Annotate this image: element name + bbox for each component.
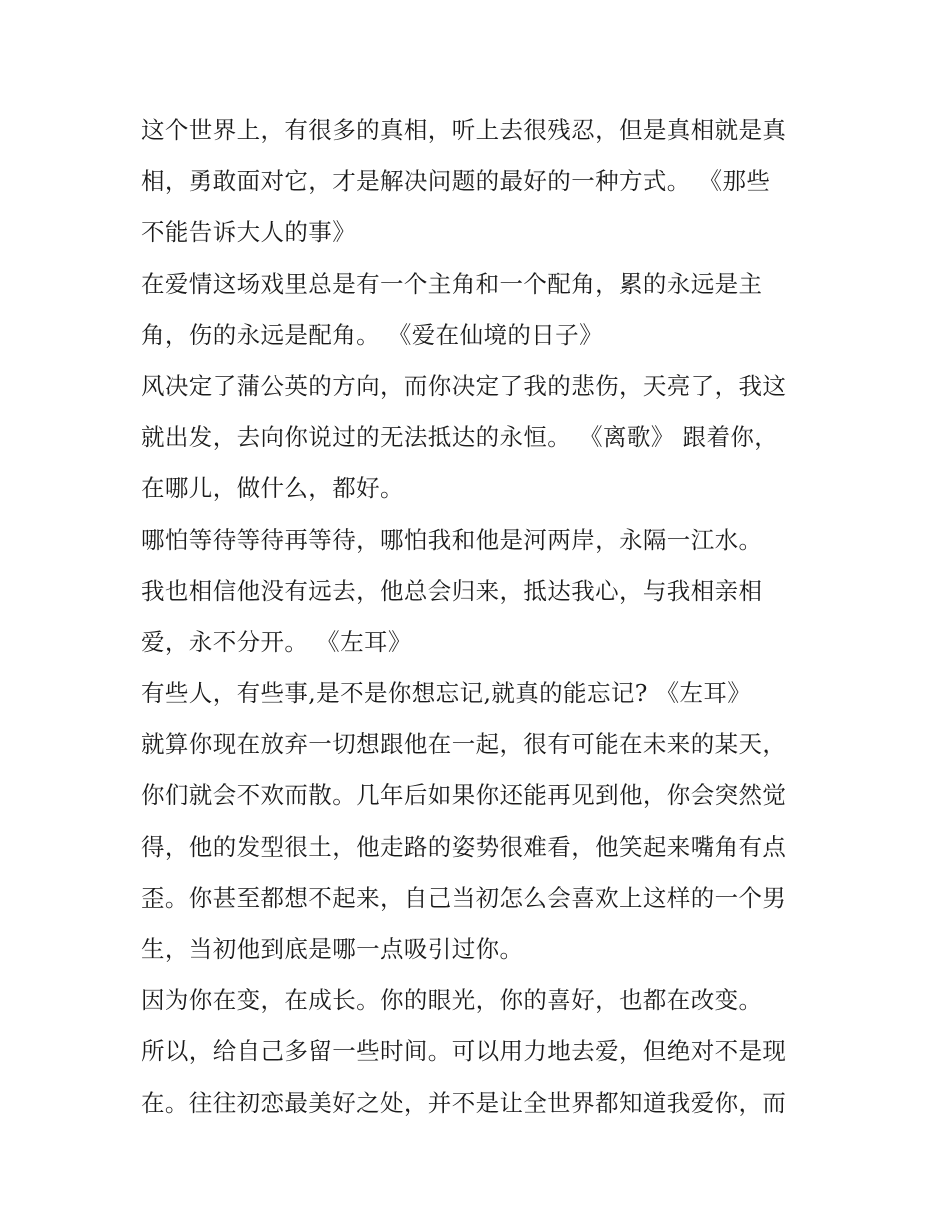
text-line: 就算你现在放弃一切想跟他在一起，很有可能在未来的某天， — [141, 730, 787, 759]
text-line: 生，当初他到底是哪一点吸引过你。 — [141, 935, 524, 963]
text-line: 在爱情这场戏里总是有一个主角和一个配角，累的永远是主 — [141, 269, 763, 298]
text-line: 哪怕等待等待再等待，哪怕我和他是河两岸，永隔一江水。 — [141, 525, 763, 554]
text-line: 你们就会不欢而散。几年后如果你还能再见到他，你会突然觉 — [141, 781, 787, 810]
text-line: 不能告诉大人的事》 — [141, 218, 357, 247]
text-line: 爱，永不分开。 《左耳》 — [141, 627, 412, 656]
text-line: 在哪儿，做什么，都好。 — [141, 474, 404, 503]
text-line: 风决定了蒲公英的方向，而你决定了我的悲伤，天亮了，我这 — [141, 371, 787, 400]
text-line: 歪。你甚至都想不起来，自己当初怎么会喜欢上这样的一个男 — [141, 883, 787, 912]
text-line: 因为你在变，在成长。你的眼光，你的喜好，也都在改变。 — [141, 986, 763, 1015]
text-line: 得，他的发型很土，他走路的姿势很难看，他笑起来嘴角有点 — [141, 832, 787, 861]
document-body — [141, 105, 813, 1129]
text-line: 相，勇敢面对它，才是解决问题的最好的一种方式。 《那些 — [141, 167, 771, 196]
text-line: 这个世界上，有很多的真相，听上去很残忍，但是真相就是真 — [141, 116, 787, 144]
text-line: 在。往往初恋最美好之处，并不是让全世界都知道我爱你，而 — [141, 1088, 787, 1117]
text-line: 所以，给自己多留一些时间。可以用力地去爱，但绝对不是现 — [141, 1037, 787, 1066]
text-line: 角，伤的永远是配角。 《爱在仙境的日子》 — [141, 320, 603, 349]
text-line: 有些人，有些事,是不是你想忘记,就真的能忘记? 《左耳》 — [141, 679, 752, 708]
text-line: 我也相信他没有远去，他总会归来，抵达我心，与我相亲相 — [141, 576, 763, 605]
text-line: 就出发，去向你说过的无法抵达的永恒。 《离歌》 跟着你， — [141, 423, 779, 452]
